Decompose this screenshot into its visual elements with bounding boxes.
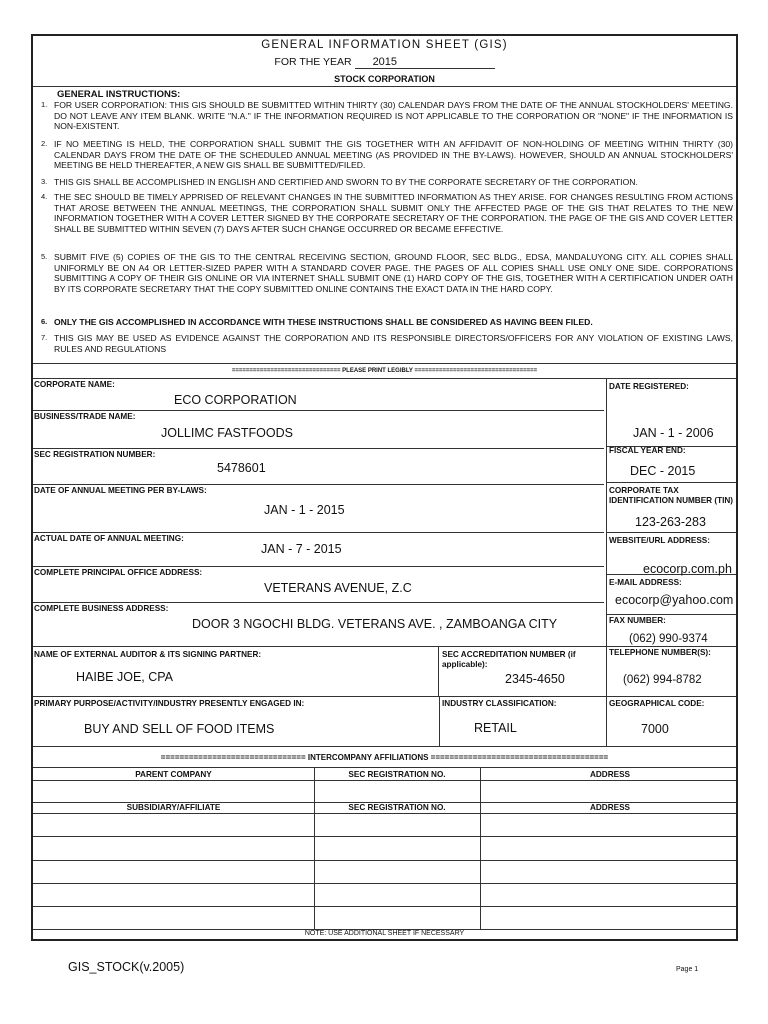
- principal-office-value[interactable]: VETERANS AVENUE, Z.C: [264, 581, 412, 595]
- fiscal-year-end-value[interactable]: DEC - 2015: [630, 464, 696, 478]
- instruction-text: THE SEC SHOULD BE TIMELY APPRISED OF RELEVANT CHANGES IN THE SUBMITTED INFORMATION AS THEY ARISE. FOR CHANGES RESULTING FROM ACTIONS THAT AROSE BETWEEN THE ANNUAL MEETINGS, THE CORPORATION SHALL SUBMIT ONLY THE AFFECTED PAGE OF THE GIS THAT RELATES TO THE NEW INFORMATION TOGETHER WITH A COVER LETTER SIGNED BY THE CORPORATE SECRETARY OF THE CORPORATION. THE PAGE OF THE GIS AND COVER LETTER SHALL BE SUBMITTED WITHIN SEVEN (7) DAYS AFTER SUCH CHANGE OCCURRED OR BECAME EFFECTIVE.: [54, 192, 733, 234]
- instruction-number: 6.: [41, 317, 48, 326]
- table-row: [33, 780, 736, 781]
- email-value[interactable]: ecocorp@yahoo.com: [615, 593, 734, 607]
- tin-value[interactable]: 123-263-283: [635, 515, 706, 529]
- tin-label: CORPORATE TAX IDENTIFICATION NUMBER (TIN): [609, 486, 734, 505]
- telephone-value[interactable]: (062) 994-8782: [623, 674, 702, 686]
- header-divider: [33, 86, 736, 87]
- fax-value[interactable]: (062) 990-9374: [629, 633, 708, 645]
- gis-form: [31, 34, 738, 941]
- fiscal-year-end-label: FISCAL YEAR END:: [609, 446, 686, 455]
- instruction-item: [41, 317, 733, 328]
- actual-meeting-value[interactable]: JAN - 7 - 2015: [261, 542, 342, 556]
- year-field[interactable]: 2015: [355, 56, 495, 69]
- right-row-divider: [606, 696, 736, 697]
- affiliations-divider: [33, 767, 736, 768]
- instruction-text: ONLY THE GIS ACCOMPLISHED IN ACCORDANCE WITH THESE INSTRUCTIONS SHALL BE CONSIDERED AS HAVING BEEN FILED.: [54, 317, 593, 327]
- row-divider: [33, 410, 604, 411]
- form-subtitle: STOCK CORPORATION: [334, 74, 435, 84]
- instruction-item: [41, 139, 733, 171]
- date-registered-label: DATE REGISTERED:: [609, 382, 689, 391]
- instruction-number: 7.: [41, 333, 48, 342]
- sec-accreditation-value[interactable]: 2345-4650: [505, 672, 565, 686]
- trade-name-label: BUSINESS/TRADE NAME:: [34, 412, 136, 421]
- industry-class-value[interactable]: RETAIL: [474, 721, 517, 735]
- business-address-value[interactable]: DOOR 3 NGOCHI BLDG. VETERANS AVE. , ZAMBOANGA CITY: [192, 617, 558, 631]
- table-row: [33, 906, 736, 907]
- instruction-item: [41, 252, 733, 294]
- instruction-text: THIS GIS MAY BE USED AS EVIDENCE AGAINST THE CORPORATION AND ITS RESPONSIBLE DIRECTORS/OFFICERS FOR ANY VIOLATION OF EXISTING LAWS, RULES AND REGULATIONS: [54, 333, 733, 354]
- trade-name-value[interactable]: JOLLIMC FASTFOODS: [161, 426, 293, 440]
- year-row: [33, 56, 736, 69]
- auditor-divider: [438, 646, 439, 696]
- website-label: WEBSITE/URL ADDRESS:: [609, 536, 710, 545]
- geo-code-label: GEOGRAPHICAL CODE:: [609, 699, 705, 708]
- row-divider: [33, 532, 604, 533]
- fax-label: FAX NUMBER:: [609, 616, 666, 625]
- email-label: E-MAIL ADDRESS:: [609, 578, 682, 587]
- annual-meeting-label: DATE OF ANNUAL MEETING PER BY-LAWS:: [34, 486, 207, 495]
- actual-meeting-label: ACTUAL DATE OF ANNUAL MEETING:: [34, 534, 184, 543]
- row-divider: [33, 484, 604, 485]
- parent-address-header: ADDRESS: [589, 770, 631, 779]
- subsidiary-sec-header: SEC REGISTRATION NO.: [348, 803, 446, 812]
- industry-divider: [439, 696, 440, 746]
- row-divider: [33, 746, 736, 747]
- affiliations-col-divider: [480, 767, 481, 929]
- row-divider: [33, 448, 604, 449]
- corporate-name-label: CORPORATE NAME:: [34, 380, 115, 389]
- primary-purpose-value[interactable]: BUY AND SELL OF FOOD ITEMS: [84, 722, 275, 736]
- instructions-divider: [33, 363, 736, 364]
- principal-office-label: COMPLETE PRINCIPAL OFFICE ADDRESS:: [34, 568, 203, 577]
- instruction-number: 3.: [41, 177, 48, 186]
- form-title: GENERAL INFORMATION SHEET (GIS): [261, 39, 508, 51]
- row-divider: [33, 566, 604, 567]
- instruction-number: 1.: [41, 100, 48, 109]
- instruction-text: IF NO MEETING IS HELD, THE CORPORATION SHALL SUBMIT THE GIS TOGETHER WITH AN AFFIDAVIT OF NON-HOLDING OF MEETING WITHIN THIRTY (30) CALENDAR DAYS FROM THE DATE OF THE SCHEDULED ANNUAL MEETING (AS PROVIDED IN THE BY-LAWS). HOWEVER, SHOULD AN ANNUAL STOCKHOLDERS' MEETING BE HELD THEREAFTER, A NEW GIS SHALL BE SUBMITTED/FILED.: [54, 139, 733, 171]
- sec-registration-value[interactable]: 5478601: [217, 461, 266, 475]
- annual-meeting-value[interactable]: JAN - 1 - 2015: [264, 503, 345, 517]
- instruction-number: 5.: [41, 252, 48, 261]
- print-legibly-banner: =============================== PLEASE PRINT LEGIBLY ===================================: [231, 368, 538, 374]
- table-row: [33, 836, 736, 837]
- right-row-divider: [606, 532, 736, 533]
- row-divider: [33, 646, 736, 647]
- row-divider: [33, 602, 604, 603]
- business-address-label: COMPLETE BUSINESS ADDRESS:: [34, 604, 169, 613]
- form-code: GIS_STOCK(v.2005): [68, 960, 185, 974]
- parent-sec-header: SEC REGISTRATION NO.: [348, 770, 446, 779]
- table-row: [33, 883, 736, 884]
- subsidiary-address-header: ADDRESS: [589, 803, 631, 812]
- telephone-label: TELEPHONE NUMBER(S):: [609, 648, 711, 657]
- right-row-divider: [606, 614, 736, 615]
- table-row: [33, 813, 736, 814]
- instruction-item: [41, 192, 733, 234]
- additional-sheet-note: NOTE: USE ADDITIONAL SHEET IF NECESSARY: [304, 930, 465, 937]
- page-number: Page 1: [676, 966, 699, 973]
- sec-accreditation-label: SEC ACCREDITATION NUMBER (if applicable):: [442, 650, 576, 669]
- subsidiary-header: SUBSIDIARY/AFFILIATE: [126, 803, 221, 812]
- instruction-item: [41, 177, 733, 188]
- instruction-text: FOR USER CORPORATION: THIS GIS SHOULD BE SUBMITTED WITHIN THIRTY (30) CALENDAR DAYS FROM THE DATE OF THE ANNUAL STOCKHOLDERS' MEETING. DO NOT LEAVE ANY ITEM BLANK. WRITE "N.A." IF THE INFORMATION REQUIRED IS NOT APPLICABLE TO THE CORPORATION OR "NONE" IF THE INFORMATION IS NON-EXISTENT.: [54, 100, 733, 132]
- instruction-number: 2.: [41, 139, 48, 148]
- right-row-divider: [606, 482, 736, 483]
- primary-purpose-label: PRIMARY PURPOSE/ACTIVITY/INDUSTRY PRESENTLY ENGAGED IN:: [34, 699, 305, 708]
- instruction-number: 4.: [41, 192, 48, 201]
- affiliations-title: =============================== INTERCOMPANY AFFILIATIONS ======================================: [160, 753, 609, 762]
- sec-registration-label: SEC REGISTRATION NUMBER:: [34, 450, 156, 459]
- instruction-item: [41, 100, 733, 132]
- right-column-divider: [606, 378, 607, 746]
- instructions-heading: GENERAL INSTRUCTIONS:: [57, 89, 181, 100]
- corporate-name-value[interactable]: ECO CORPORATION: [174, 393, 297, 407]
- industry-class-label: INDUSTRY CLASSIFICATION:: [442, 699, 557, 708]
- table-row: [33, 860, 736, 861]
- website-value[interactable]: ecocorp.com.ph: [643, 562, 732, 576]
- for-the-year-label: FOR THE YEAR: [274, 56, 352, 68]
- fields-top-divider: [33, 378, 736, 379]
- auditor-label: NAME OF EXTERNAL AUDITOR & ITS SIGNING PARTNER:: [34, 650, 262, 659]
- parent-company-header: PARENT COMPANY: [135, 770, 212, 779]
- instruction-text: THIS GIS SHALL BE ACCOMPLISHED IN ENGLISH AND CERTIFIED AND SWORN TO BY THE CORPORATE SECRETARY OF THE CORPORATION.: [54, 177, 638, 187]
- instruction-item: [41, 333, 733, 354]
- geo-code-value[interactable]: 7000: [641, 722, 669, 736]
- affiliations-col-divider: [314, 767, 315, 929]
- date-registered-value[interactable]: JAN - 1 - 2006: [633, 426, 714, 440]
- instruction-text: SUBMIT FIVE (5) COPIES OF THE GIS TO THE CENTRAL RECEIVING SECTION, GROUND FLOOR, SEC BLDG., EDSA, MANDALUYONG CITY. ALL COPIES SHALL UNIFORMLY BE ON A4 OR LETTER-SIZED PAPER WITH A STANDARD COVER PAGE. THE PAGES OF ALL COPIES SHALL USE ONLY ONE SIDE. CORPORATIONS SUBMITTING A COPY OF THEIR GIS ONLINE OR VIA INTERNET SHALL SUBMIT ONE (1) HARD COPY OF THE GIS, TOGETHER WITH A CERTIFICATION UNDER OATH BY ITS CORPORATE SECRETARY THAT THE COPY SUBMITTED ONLINE CONTAINS THE EXACT DATA IN THE HARD COPY.: [54, 252, 733, 294]
- auditor-value[interactable]: HAIBE JOE, CPA: [76, 670, 174, 684]
